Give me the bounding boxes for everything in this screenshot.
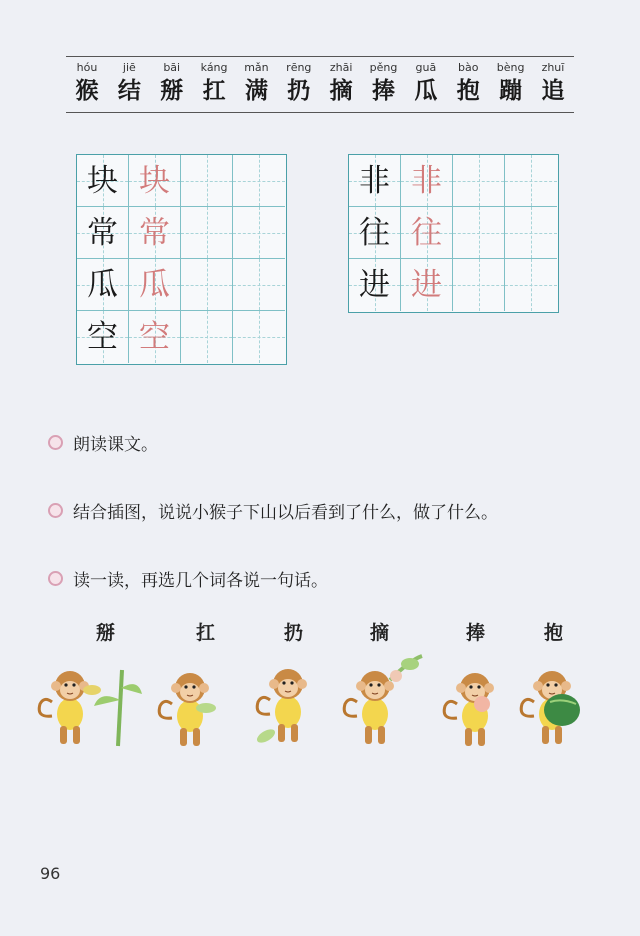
monkey-carrying-corn xyxy=(159,673,216,746)
vocab-item xyxy=(532,60,574,106)
grid-row xyxy=(349,155,558,207)
pinyin: zhuī xyxy=(541,61,565,74)
model-character: 进 xyxy=(359,267,390,303)
practice-cell[interactable] xyxy=(181,311,233,363)
vocab-item xyxy=(235,60,277,106)
practice-cell[interactable] xyxy=(181,259,233,311)
verb-label: 抱 xyxy=(544,622,564,644)
vocab-item xyxy=(193,60,235,106)
vocab-item xyxy=(490,60,532,106)
character: 扔 xyxy=(287,77,311,104)
grid-row xyxy=(349,207,558,259)
monkey-picking-peach xyxy=(344,656,422,744)
grid-row xyxy=(77,311,286,363)
vocab-item xyxy=(405,60,447,106)
monkey-holding-peach xyxy=(444,673,494,746)
trace-character: 块 xyxy=(139,163,170,199)
vocab-item xyxy=(320,60,362,106)
vocab-item xyxy=(151,60,193,106)
pinyin: bāi xyxy=(163,61,181,74)
practice-cell[interactable] xyxy=(453,259,505,311)
header-bottom-rule xyxy=(66,112,574,113)
practice-cell[interactable] xyxy=(233,311,285,363)
pinyin: bào xyxy=(458,61,479,74)
pinyin: pěng xyxy=(369,61,398,74)
verb-label: 捧 xyxy=(466,622,486,644)
bullet-icon xyxy=(48,435,63,450)
pinyin: jiē xyxy=(122,61,136,74)
pinyin: zhāi xyxy=(329,61,353,74)
bullet-icon xyxy=(48,503,63,518)
trace-cell xyxy=(401,155,453,207)
trace-cell xyxy=(129,155,181,207)
writing-grid-left xyxy=(76,154,287,365)
task-read-aloud xyxy=(48,430,158,455)
trace-character: 空 xyxy=(139,319,170,355)
verb-label: 扔 xyxy=(284,622,304,644)
character: 掰 xyxy=(160,77,184,104)
model-cell xyxy=(349,207,401,259)
vocab-item xyxy=(278,60,320,106)
model-cell xyxy=(349,155,401,207)
character: 猴 xyxy=(75,77,99,104)
character: 蹦 xyxy=(499,77,523,104)
model-character: 空 xyxy=(87,319,118,355)
verb-row xyxy=(48,618,608,648)
character: 满 xyxy=(244,77,268,104)
monkey-illustrations xyxy=(30,650,610,760)
trace-character: 往 xyxy=(411,215,442,251)
practice-cell[interactable] xyxy=(181,207,233,259)
trace-character: 进 xyxy=(411,267,442,303)
monkey-breaking-corn xyxy=(39,670,142,746)
task-text: 读一读，再选几个词各说一句话。 xyxy=(73,571,328,591)
practice-cell[interactable] xyxy=(505,207,557,259)
page-number: 96 xyxy=(40,864,61,883)
pinyin: rēng xyxy=(286,61,312,74)
character: 抱 xyxy=(456,77,480,104)
model-character: 往 xyxy=(359,215,390,251)
practice-cell[interactable] xyxy=(505,155,557,207)
model-character: 块 xyxy=(87,163,118,199)
practice-cell[interactable] xyxy=(233,259,285,311)
practice-cell[interactable] xyxy=(233,207,285,259)
model-cell xyxy=(77,259,129,311)
monkey-throwing-corn xyxy=(255,669,307,745)
model-cell xyxy=(349,259,401,311)
character: 捧 xyxy=(372,77,396,104)
model-cell xyxy=(77,207,129,259)
vocab-item xyxy=(66,60,108,106)
grid-row xyxy=(77,207,286,259)
model-cell xyxy=(77,155,129,207)
vocab-item xyxy=(363,60,405,106)
header-top-rule xyxy=(66,56,574,57)
character: 结 xyxy=(117,77,141,104)
practice-cell[interactable] xyxy=(505,259,557,311)
practice-cell[interactable] xyxy=(233,155,285,207)
trace-cell xyxy=(401,259,453,311)
character: 摘 xyxy=(329,77,353,104)
character: 追 xyxy=(541,77,565,104)
verb-label: 扛 xyxy=(196,622,216,644)
bullet-icon xyxy=(48,571,63,586)
writing-grid-right xyxy=(348,154,559,313)
vocab-item xyxy=(108,60,150,106)
practice-cell[interactable] xyxy=(181,155,233,207)
monkey-hugging-watermelon xyxy=(521,671,580,744)
grid-row xyxy=(77,155,286,207)
character: 瓜 xyxy=(414,77,438,104)
practice-cell[interactable] xyxy=(453,155,505,207)
trace-cell xyxy=(129,259,181,311)
character: 扛 xyxy=(202,77,226,104)
model-character: 瓜 xyxy=(87,267,118,303)
trace-character: 常 xyxy=(139,215,170,251)
vocab-item xyxy=(447,60,489,106)
pinyin: hóu xyxy=(76,61,98,74)
task-make-sentences xyxy=(48,566,328,591)
model-character: 非 xyxy=(359,163,390,199)
task-describe-illustration xyxy=(48,498,498,523)
grid-row xyxy=(349,259,558,311)
pinyin: mǎn xyxy=(244,61,269,74)
verb-label: 摘 xyxy=(370,622,390,644)
pinyin: bèng xyxy=(496,61,525,74)
trace-cell xyxy=(401,207,453,259)
verb-label: 掰 xyxy=(96,622,116,644)
practice-cell[interactable] xyxy=(453,207,505,259)
model-character: 常 xyxy=(87,215,118,251)
trace-cell xyxy=(129,207,181,259)
task-text: 结合插图，说说小猴子下山以后看到了什么，做了什么。 xyxy=(73,503,498,523)
pinyin: guā xyxy=(415,61,437,74)
model-cell xyxy=(77,311,129,363)
grid-row xyxy=(77,259,286,311)
trace-cell xyxy=(129,311,181,363)
pinyin: káng xyxy=(200,61,228,74)
trace-character: 非 xyxy=(411,163,442,199)
task-text: 朗读课文。 xyxy=(73,435,158,455)
vocabulary-header xyxy=(66,60,574,106)
trace-character: 瓜 xyxy=(139,267,170,303)
